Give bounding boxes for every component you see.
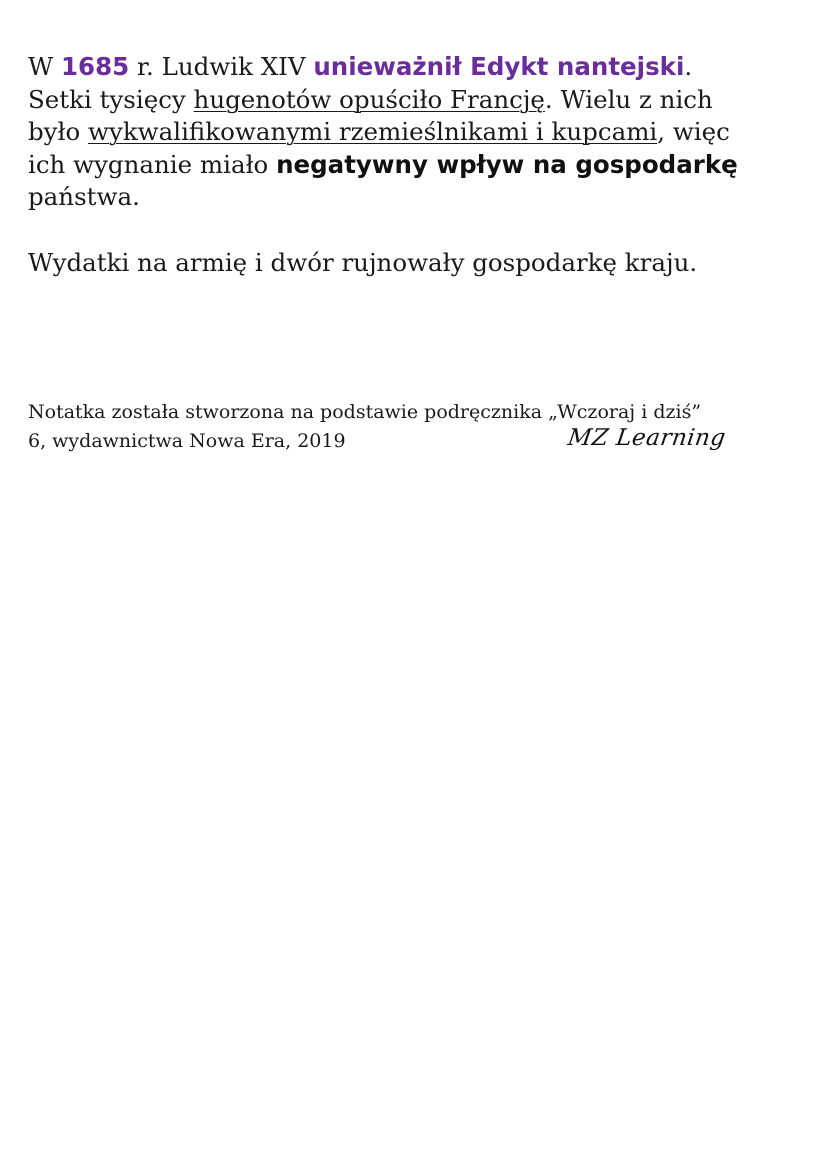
text-wielu: . Wielu z nich [544,84,713,114]
paragraph-edict-line-5: państwa. [28,182,140,211]
text-wygnanie: ich wygnanie miało [28,149,277,179]
paragraph-expenses-text: Wydatki na armię i dwór rujnowały gospodarkę kraju. [28,247,698,277]
paragraph-edict-line-2 [28,84,818,117]
underlined-craftsmen: wykwalifikowanymi rzemieślnikami i kupcami [88,117,658,146]
text-period: . [684,52,693,81]
edict-highlight: unieważnił Edykt nantejski [313,52,685,81]
source-note-line-1: Notatka została stworzona na podstawie podręcznika „Wczoraj i dziś” [28,401,702,423]
source-note-line-2: 6, wydawnictwa Nowa Era, 2019 [28,430,346,452]
text-w: W [28,52,61,81]
paragraph-expenses [28,247,818,280]
text-setki: Setki tysięcy [28,84,194,114]
text-ludwik: r. Ludwik XIV [129,52,314,81]
signature: MZ Learning [566,425,728,451]
document-body [28,51,818,279]
text-wiec: , więc [657,117,730,146]
paragraph-edict-line-3 [28,116,818,149]
paragraph-edict-line-4 [28,149,818,182]
bold-economic-impact: negatywny wpływ na gospodarkę [276,149,738,179]
paragraph-edict-line-1 [28,51,818,84]
text-bylo: było [28,117,89,146]
paragraph-edict [28,51,818,214]
underlined-huguenots: hugenotów opuściło Francję [193,84,545,114]
year-highlight: 1685 [60,52,130,81]
